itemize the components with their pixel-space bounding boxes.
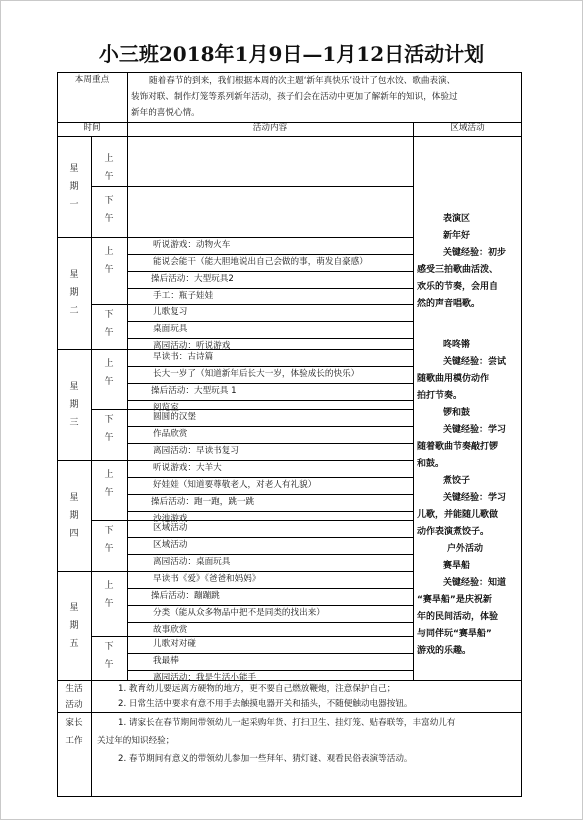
area-text: 随歌曲用模仿动作 (417, 374, 490, 384)
day-name-char: 三 (69, 417, 79, 428)
area-text: 关键经验：尝试 (443, 357, 507, 367)
family-label: 家长 (65, 718, 83, 728)
pm-label-char: 下 (104, 196, 114, 206)
activity-item: 我最棒 (153, 656, 179, 666)
header-time: 时间 (83, 123, 101, 133)
focus-text-line: 新年的喜悦心情。 (131, 108, 200, 118)
activity-item: 操后活动：蹦蹦跳 (151, 591, 220, 601)
family-label: 工作 (65, 736, 83, 746)
am-label-char: 午 (104, 488, 114, 498)
pm-label-char: 午 (104, 433, 114, 443)
day-rule (57, 349, 413, 350)
am-label-char: 午 (104, 377, 114, 387)
day-name-char: 期 (69, 620, 79, 631)
day-name-char: 期 (69, 288, 79, 298)
life-label: 生活 (65, 684, 83, 694)
day-name-char: 二 (69, 306, 79, 316)
pm-label-char: 午 (104, 328, 114, 338)
day-name-char: 星 (69, 270, 79, 280)
activity-item: 离园活动：桌面玩具 (153, 557, 231, 567)
half-rule (91, 186, 413, 187)
day-divider (91, 136, 92, 680)
pm-label-char: 午 (104, 214, 114, 224)
area-text: 赛旱船 (443, 561, 471, 571)
day-name-char: 期 (69, 510, 79, 521)
area-text: 游戏的乐趣。 (417, 646, 472, 656)
focus-label: 本周重点 (74, 75, 110, 85)
activity-item: 操后活动：大型玩具 1 (151, 386, 237, 396)
day-name-char: 星 (69, 381, 79, 392)
header-content: 活动内容 (252, 123, 288, 133)
pm-label-char: 下 (104, 415, 114, 425)
activity-item: 离园活动：我是生活小能手 (153, 673, 257, 683)
day-rule (57, 460, 413, 461)
day-name-char: 五 (69, 638, 79, 649)
area-text: 户外活动 (447, 544, 484, 554)
am-label-char: 上 (104, 247, 114, 257)
bottom-divider (91, 680, 92, 797)
day-name-char: 一 (69, 199, 79, 210)
am-label-char: 上 (104, 581, 114, 591)
area-text: 煮饺子 (443, 476, 471, 486)
activity-item: 桌面玩具 (153, 324, 188, 334)
day-name-char: 星 (69, 602, 79, 613)
page-title: 小三班2018年1月9日—1月12日活动计划 (98, 42, 485, 66)
life-item: 2. 日常生活中要求有意不用手去触摸电器开关和插头，不随便触动电器按钮。 (118, 699, 413, 709)
pm-label-char: 下 (104, 526, 114, 536)
activity-item: 手工：瓶子娃娃 (153, 291, 214, 301)
day-name-char: 期 (69, 399, 79, 410)
am-label-char: 午 (104, 172, 114, 182)
activity-item: 长大一岁了（知道新年后长大一岁，体验成长的快乐） (153, 369, 360, 379)
half-rule (91, 636, 413, 637)
activity-item: 儿歌复习 (153, 307, 188, 317)
pm-label-char: 下 (104, 642, 114, 652)
activity-item: 离园活动：听说游戏 (153, 341, 231, 351)
activity-item: 分类（能从众多物品中把不是同类的找出来） (153, 608, 325, 618)
area-text: “赛旱船”是庆祝新 (417, 595, 492, 605)
am-label-char: 上 (104, 470, 114, 480)
area-text: 与同伴玩“赛旱船” (417, 629, 492, 639)
area-text: 新年好 (443, 231, 471, 241)
area-text: 感受三拍歌曲活泼、 (417, 265, 499, 275)
pm-label-char: 下 (104, 310, 114, 320)
area-text: 咚咚锵 (443, 340, 471, 350)
am-label-char: 午 (104, 265, 114, 275)
activity-item: 听说游戏：大羊大 (153, 463, 222, 473)
area-divider (413, 122, 414, 680)
day-name-char: 期 (69, 181, 79, 192)
area-text: 然的声音唱歌。 (417, 299, 481, 309)
area-text: 锣和鼓 (443, 408, 471, 418)
activity-item: 离园活动：早读书复习 (153, 446, 239, 456)
area-text: 表演区 (443, 214, 471, 224)
life-label: 活动 (65, 700, 83, 710)
focus-text-line: 装饰对联、制作灯笼等系列新年活动，孩子们会在活动中更加了解新年的知识，体验过 (131, 92, 458, 102)
activity-item: 阅览室 (153, 403, 179, 413)
day-name-char: 星 (69, 163, 79, 174)
half-rule (91, 520, 413, 521)
activity-item: 听说游戏：动物火车 (153, 240, 231, 250)
area-text: 关键经验：学习 (443, 493, 507, 503)
activity-item: 作品欣赏 (153, 429, 188, 439)
activity-item: 沙池游戏 (153, 514, 188, 524)
half-rule (91, 304, 413, 305)
activity-item: 早读书《爱》《爸爸和妈妈》 (153, 574, 261, 584)
focus-text-line: 随着春节的到来，我们根据本周的次主题‘新年真快乐’设计了包水饺、歌曲表演、 (149, 76, 456, 86)
area-text: 年的民间活动，体验 (417, 612, 499, 622)
header-area: 区域活动 (450, 123, 485, 133)
area-text: 关键经验：知道 (443, 578, 507, 588)
half-rule (91, 409, 413, 410)
activity-item: 区域活动 (153, 523, 188, 533)
activity-item: 能说会能干（能大胆地说出自己会做的事，萌发自豪感） (153, 257, 368, 267)
family-item: 2. 春节期间有意义的带领幼儿参加一些拜年、猜灯谜、观看民俗表演等活动。 (118, 754, 413, 764)
family-item: 关过年的知识经验； (97, 736, 175, 746)
pm-label-char: 午 (104, 544, 114, 554)
area-text: 关键经验：初步 (443, 248, 507, 258)
area-text: 随着歌曲节奏敲打锣 (417, 442, 499, 452)
area-text: 和鼓。 (417, 459, 445, 469)
activity-item: 早读书：古诗篇 (153, 352, 214, 362)
area-text: 欢乐的节奏，会用自 (417, 282, 499, 292)
half-divider (127, 136, 128, 680)
activity-item: 操后活动：跑一跑，跳一跳 (151, 497, 255, 507)
area-text: 儿歌，并能随儿歌做 (417, 510, 499, 520)
am-label-char: 上 (104, 154, 114, 164)
activity-item: 好娃娃（知道要尊敬老人，对老人有礼貌） (153, 480, 317, 490)
life-item: 1. 教育幼儿要远离方硬物的地方，更不要自己燃放鞭炮，注意保护自己； (118, 684, 396, 694)
family-item: 1. 请家长在春节期间带领幼儿一起采购年货、打扫卫生、挂灯笼、贴春联等，丰富幼儿有 (118, 718, 456, 728)
activity-item: 故事欣赏 (153, 625, 188, 635)
activity-item: 区域活动 (153, 540, 188, 550)
area-text: 动作表演煮饺子。 (417, 527, 490, 537)
activity-item: 操后活动：大型玩具2 (151, 274, 234, 284)
area-text: 拍打节奏。 (417, 391, 463, 401)
area-text: 关键经验：学习 (443, 425, 507, 435)
day-name-char: 星 (69, 492, 79, 503)
family-rule (57, 712, 522, 713)
day-rule (57, 237, 413, 238)
day-name-char: 四 (69, 528, 79, 539)
am-label-char: 午 (104, 599, 114, 609)
activity-item: 圆圆的汉堡 (153, 412, 196, 422)
pm-label-char: 午 (104, 660, 114, 670)
activity-item: 儿歌对对碰 (153, 639, 196, 649)
focus-divider (127, 72, 128, 122)
am-label-char: 上 (104, 359, 114, 369)
